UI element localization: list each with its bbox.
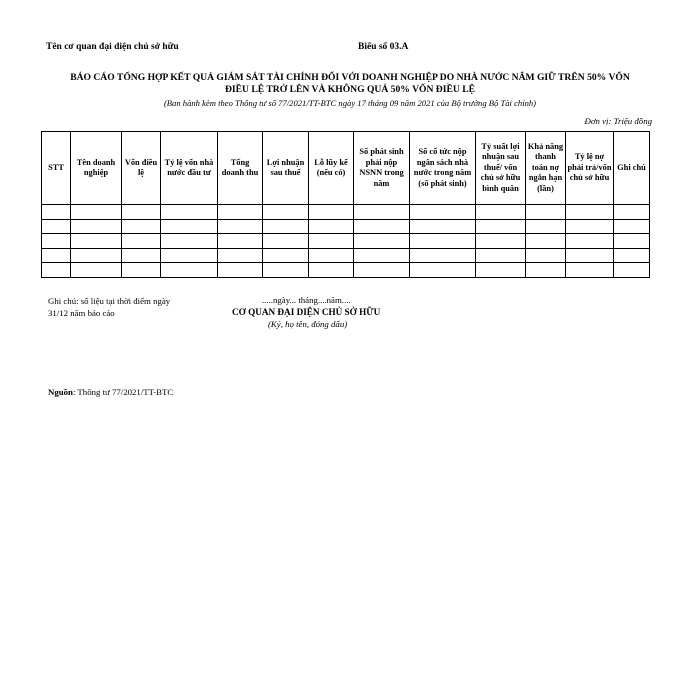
table-cell [263, 234, 309, 249]
header-return-on-equity: Tỷ suất lợi nhuận sau thuế/ vốn chủ sở hữu bình quân [476, 132, 526, 205]
table-cell [218, 205, 263, 220]
table-cell [354, 248, 410, 263]
table-cell [42, 205, 71, 220]
table-cell [614, 234, 650, 249]
table-cell [263, 248, 309, 263]
table-cell [476, 205, 526, 220]
footnote [48, 295, 170, 319]
footnote-line-1: Ghi chú: số liệu tại thời điểm ngày [48, 296, 171, 306]
table-cell [71, 263, 122, 278]
table-cell [566, 234, 614, 249]
table-cell [218, 263, 263, 278]
table-cell [566, 205, 614, 220]
organization-label: Tên cơ quan đại diện chủ sở hữu [46, 42, 179, 52]
table-cell [309, 219, 354, 234]
table-cell [122, 263, 161, 278]
table-row [42, 205, 650, 220]
table-cell [354, 219, 410, 234]
table-cell [354, 234, 410, 249]
table-cell [566, 219, 614, 234]
table-cell [71, 219, 122, 234]
header-profit-after-tax: Lợi nhuận sau thuế [263, 132, 309, 205]
report-title-line-2: ĐIỀU LỆ TRỞ LÊN VÀ KHÔNG QUÁ 50% VỐN ĐIỀU LỆ [224, 83, 475, 95]
table-cell [526, 263, 566, 278]
table-cell [42, 263, 71, 278]
table-cell [42, 248, 71, 263]
table-cell [614, 263, 650, 278]
table-cell [526, 234, 566, 249]
table-cell [476, 219, 526, 234]
table-cell [614, 205, 650, 220]
header-dividends-paid: Số cổ tức nộp ngân sách nhà nước trong năm (số phát sinh) [410, 132, 476, 205]
table-cell [42, 234, 71, 249]
source-note [48, 387, 173, 397]
signature-instruction: (Ký, họ tên, đóng dấu) [268, 319, 348, 329]
header-state-capital-ratio: Tỷ lệ vốn nhà nước đầu tư [161, 132, 218, 205]
table-cell [614, 219, 650, 234]
table-row [42, 263, 650, 278]
table-cell [410, 234, 476, 249]
header-stt: STT [42, 132, 71, 205]
table-cell [161, 263, 218, 278]
report-title [40, 72, 660, 95]
header-short-term-solvency: Khả năng thanh toán nợ ngắn hạn (lần) [526, 132, 566, 205]
table-cell [122, 219, 161, 234]
table-row [42, 219, 650, 234]
table-header-row [42, 132, 650, 205]
table-cell [122, 205, 161, 220]
table-cell [161, 234, 218, 249]
report-subtitle: (Ban hành kèm theo Thông tư số 77/2021/TT-BTC ngày 17 tháng 09 năm 2021 của Bộ trưởng Bộ Tài chính) [163, 98, 537, 108]
table-cell [476, 234, 526, 249]
form-number: Biểu số 03.A [358, 42, 409, 52]
table-cell [218, 248, 263, 263]
table-cell [566, 248, 614, 263]
table-cell [161, 219, 218, 234]
table-cell [354, 205, 410, 220]
table-cell [309, 263, 354, 278]
header-charter-capital: Vốn điều lệ [122, 132, 161, 205]
table-cell [354, 263, 410, 278]
report-title-line-1: BÁO CÁO TỔNG HỢP KẾT QUẢ GIÁM SÁT TÀI CHÍNH ĐỐI VỚI DOANH NGHIỆP DO NHÀ NƯỚC NẮM GIỮ TRÊN 50% VỐN [70, 72, 630, 83]
date-line: .....ngày... tháng....năm.... [262, 295, 351, 305]
table-cell [410, 248, 476, 263]
table-cell [218, 234, 263, 249]
header-state-budget-payable: Số phát sinh phải nộp NSNN trong năm [354, 132, 410, 205]
table-cell [476, 248, 526, 263]
table-cell [526, 248, 566, 263]
source-text: : Thông tư 77/2021/TT-BTC [72, 387, 174, 397]
report-table [41, 131, 650, 278]
table-cell [309, 205, 354, 220]
footnote-line-2: 31/12 năm báo cáo [48, 308, 115, 318]
table-body [42, 205, 650, 278]
source-label: Nguồn [48, 387, 73, 397]
header-enterprise-name: Tên doanh nghiệp [71, 132, 122, 205]
table-cell [263, 263, 309, 278]
table-row [42, 248, 650, 263]
table-cell [122, 248, 161, 263]
table-cell [71, 234, 122, 249]
table-cell [122, 234, 161, 249]
table-cell [526, 205, 566, 220]
table-cell [161, 205, 218, 220]
table-cell [526, 219, 566, 234]
table-cell [476, 263, 526, 278]
table-cell [410, 205, 476, 220]
header-debt-to-equity: Tỷ lệ nợ phải trả/vốn chủ sở hữu [566, 132, 614, 205]
header-total-revenue: Tổng doanh thu [218, 132, 263, 205]
table-cell [263, 219, 309, 234]
table-cell [309, 234, 354, 249]
table-row [42, 234, 650, 249]
table-cell [410, 263, 476, 278]
table-cell [614, 248, 650, 263]
table-cell [218, 219, 263, 234]
table-cell [566, 263, 614, 278]
table-cell [42, 219, 71, 234]
header-accumulated-loss: Lỗ lũy kế (nếu có) [309, 132, 354, 205]
table-cell [71, 205, 122, 220]
signature-title: CƠ QUAN ĐẠI DIỆN CHỦ SỞ HỮU [232, 307, 381, 317]
table-cell [71, 248, 122, 263]
table-cell [309, 248, 354, 263]
table-cell [410, 219, 476, 234]
unit-label: Đơn vị: Triệu đồng [584, 116, 652, 126]
table-cell [161, 248, 218, 263]
table-cell [263, 205, 309, 220]
header-notes: Ghi chú [614, 132, 650, 205]
